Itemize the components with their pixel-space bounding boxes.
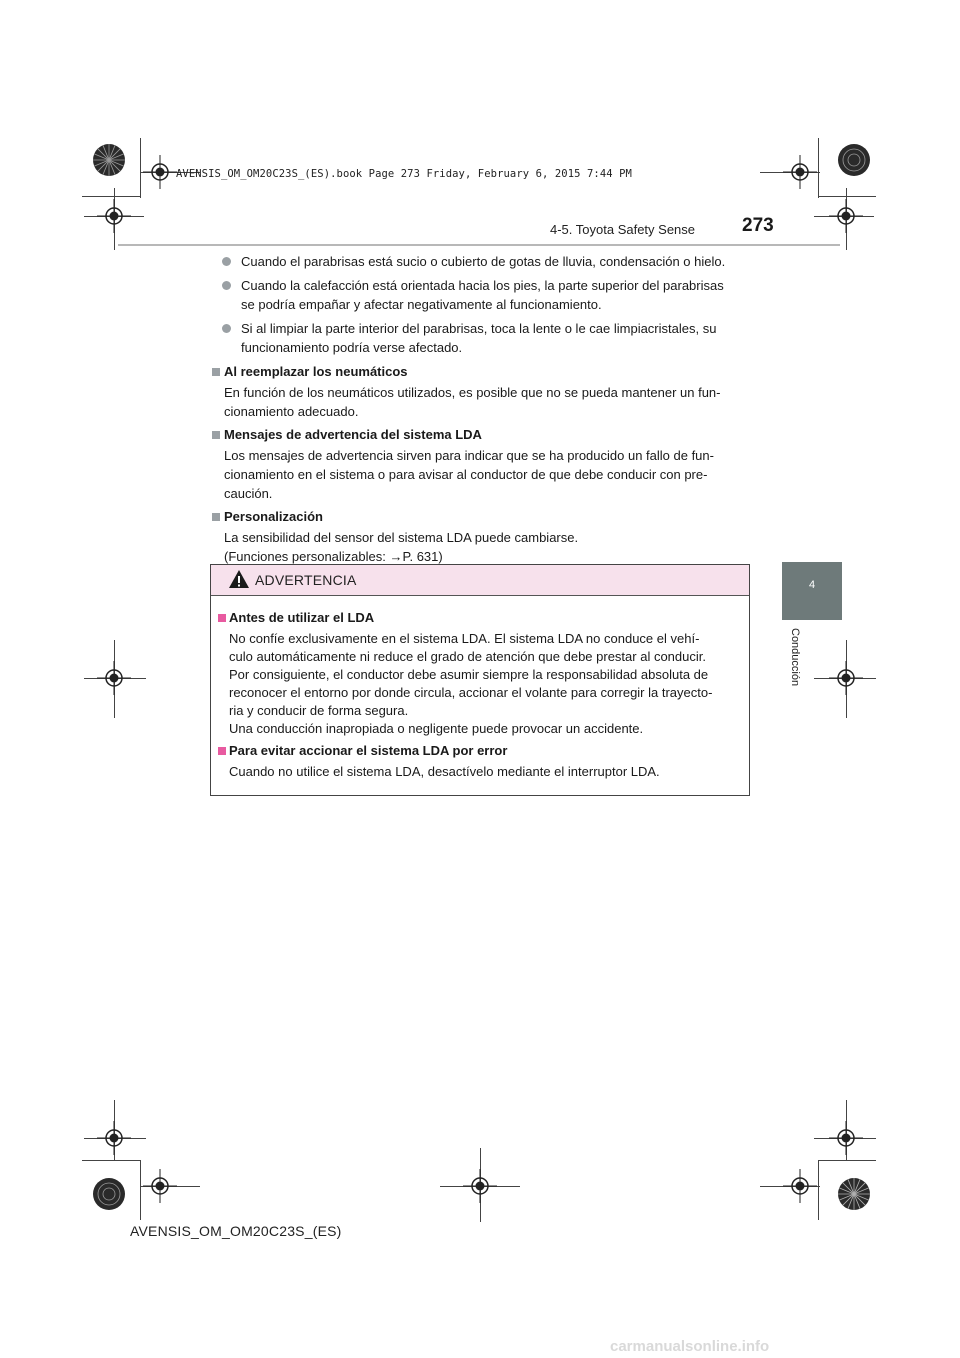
info-section (210, 362, 750, 421)
bullet-text-line: se podría empañar y afectar negativamente al funcionamiento. (241, 297, 602, 312)
list-item (210, 252, 750, 271)
crop-line (818, 1160, 876, 1161)
warning-item-heading (218, 609, 741, 627)
registration-target-icon (783, 1169, 817, 1203)
section-text-line: cionamiento en el sistema o para avisar al conductor de que debe conducir con pre- (224, 467, 708, 482)
crop-line (82, 1160, 140, 1161)
section-heading (210, 507, 750, 526)
warning-header (211, 565, 749, 596)
starburst-mark-icon (91, 1176, 127, 1212)
section-text-line: En función de los neumáticos utilizados, es posible que no se pueda mantener un fun- (224, 385, 721, 400)
page-reference-link[interactable]: (Funciones personalizables: →P. 631) (224, 549, 443, 564)
footer-document-code: AVENSIS_OM_OM20C23S_(ES) (130, 1223, 342, 1239)
list-item (210, 319, 750, 357)
watermark-text: carmanualsonline.info (610, 1338, 770, 1355)
square-bullet-icon (212, 431, 220, 439)
crop-line (818, 1160, 819, 1220)
warning-item-body (218, 630, 741, 738)
crop-line (140, 1160, 141, 1220)
registration-target-icon (829, 1121, 863, 1155)
section-text-line: caución. (224, 486, 273, 501)
bullet-text-line: Cuando la calefacción está orientada hacia los pies, la parte superior del parabrisas (241, 278, 724, 293)
chapter-tab[interactable] (782, 562, 842, 620)
warning-text-line: ria y conducir de forma segura. (229, 703, 409, 718)
warning-text-line: culo automáticamente ni reduce el grado de atención que debe prestar al conducir. (229, 649, 706, 664)
registration-target-icon (829, 199, 863, 233)
warning-triangle-icon (228, 569, 250, 589)
bullet-text-line: Cuando el parabrisas está sucio o cubierto de gotas de lluvia, condensación o hielo. (241, 254, 726, 269)
warning-text-line: No confíe exclusivamente en el sistema LDA. El sistema LDA no conduce el vehí- (229, 631, 700, 646)
section-text-line: Los mensajes de advertencia sirven para indicar que se ha producido un fallo de fun- (224, 448, 714, 463)
chapter-label: Conducción (789, 628, 801, 687)
crop-line (818, 196, 876, 197)
square-bullet-icon (218, 614, 226, 622)
section-heading-text: Mensajes de advertencia del sistema LDA (224, 427, 482, 442)
starburst-mark-icon (836, 142, 872, 178)
book-file-stamp: AVENSIS_OM_OM20C23S_(ES).book Page 273 Friday, February 6, 2015 7:44 PM (176, 168, 632, 180)
info-section (210, 425, 750, 503)
warning-text-line: Cuando no utilice el sistema LDA, desactívelo mediante el interruptor LDA. (229, 764, 660, 779)
square-bullet-icon (212, 513, 220, 521)
warning-item-body (218, 763, 741, 781)
bullet-dot-icon (222, 281, 231, 290)
registration-target-icon (143, 155, 177, 189)
list-item (210, 276, 750, 314)
starburst-mark-icon (91, 142, 127, 178)
registration-target-icon (463, 1169, 497, 1203)
bullet-dot-icon (222, 257, 231, 266)
section-text-line: cionamiento adecuado. (224, 404, 359, 419)
warning-title: ADVERTENCIA (255, 572, 357, 588)
starburst-mark-icon (836, 1176, 872, 1212)
warning-body (211, 596, 749, 781)
warning-text-line: Por consiguiente, el conductor debe asumir siempre la responsabilidad absoluta de (229, 667, 709, 682)
chapter-number: 4 (808, 579, 816, 591)
section-heading (210, 425, 750, 444)
section-heading-text: Personalización (224, 509, 323, 524)
bullet-text-line: funcionamiento podría verse afectado. (241, 340, 463, 355)
registration-target-icon (783, 155, 817, 189)
section-heading-text: Al reemplazar los neumáticos (224, 364, 408, 379)
section-title: 4-5. Toyota Safety Sense (550, 222, 696, 237)
registration-target-icon (829, 661, 863, 695)
registration-target-icon (97, 199, 131, 233)
section-body (210, 446, 750, 503)
registration-target-icon (97, 1121, 131, 1155)
crop-line (818, 138, 819, 198)
bullet-dot-icon (222, 324, 231, 333)
crop-line (140, 138, 141, 198)
section-body (210, 383, 750, 421)
bullet-text-line: Si al limpiar la parte interior del parabrisas, toca la lente o le cae limpiacristales, su (241, 321, 717, 336)
header-divider (118, 244, 840, 246)
page-number: 273 (742, 215, 774, 236)
warning-text-line: reconocer el entorno por donde circula, accionar el volante para corregir la trayecto- (229, 685, 713, 700)
info-section (210, 507, 750, 566)
square-bullet-icon (212, 368, 220, 376)
registration-target-icon (97, 661, 131, 695)
main-content (210, 252, 750, 570)
warning-box (210, 564, 750, 796)
section-body (210, 528, 750, 566)
warning-item-heading-text: Para evitar accionar el sistema LDA por error (229, 743, 508, 758)
crop-line (82, 196, 140, 197)
square-bullet-icon (218, 747, 226, 755)
registration-target-icon (143, 1169, 177, 1203)
section-heading (210, 362, 750, 381)
warning-text-line: Una conducción inapropiada o negligente puede provocar un accidente. (229, 721, 644, 736)
section-text-line: La sensibilidad del sensor del sistema LDA puede cambiarse. (224, 530, 579, 545)
warning-item-heading-text: Antes de utilizar el LDA (229, 610, 375, 625)
warning-item-heading (218, 742, 741, 760)
